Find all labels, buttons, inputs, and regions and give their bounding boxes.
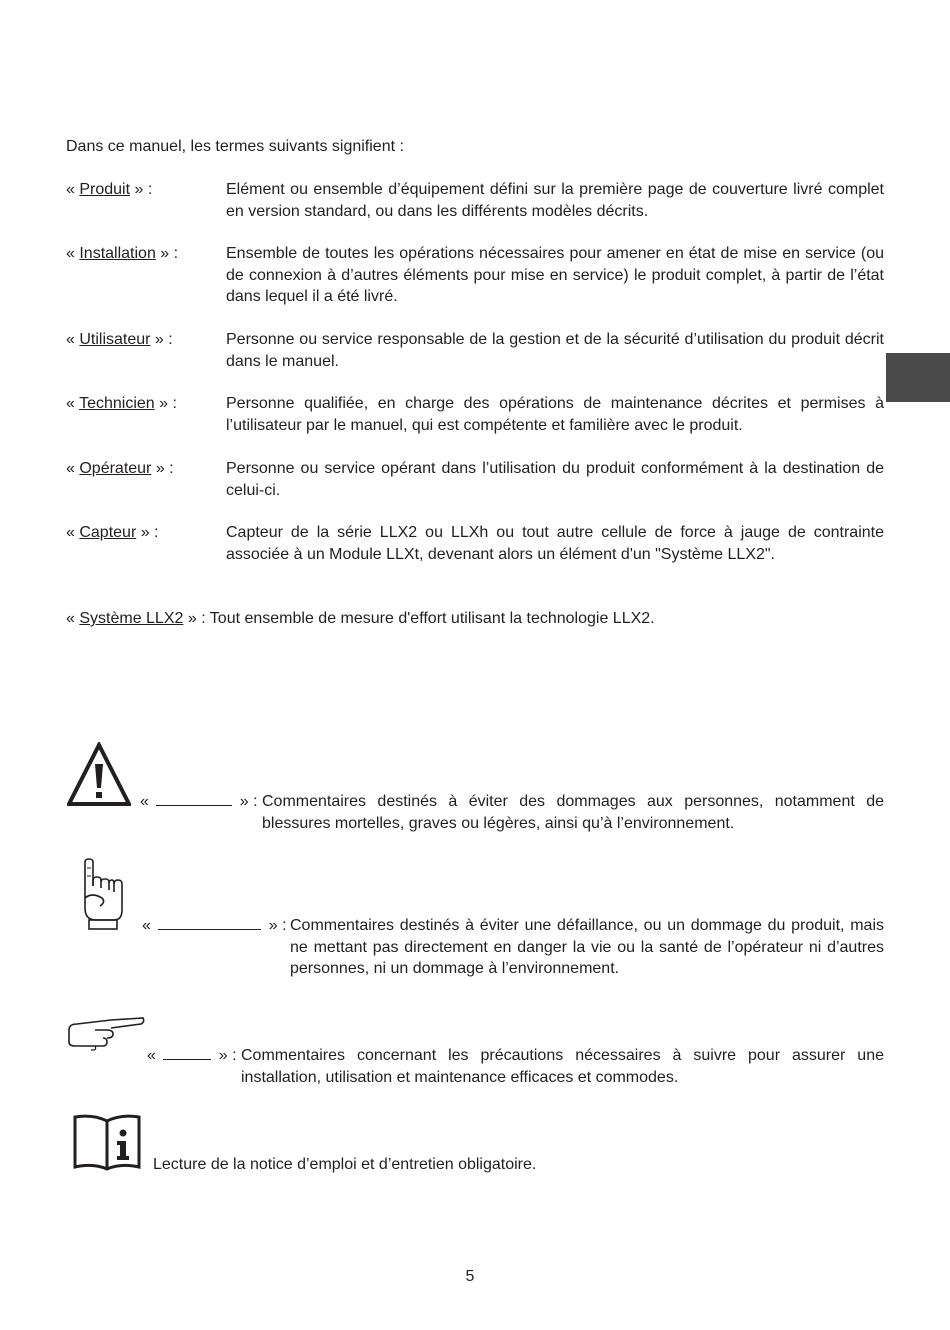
note-read-manual-text: Lecture de la notice d’emploi et d’entretien obligatoire.	[153, 1156, 537, 1173]
raised-finger-hand-icon	[82, 858, 126, 937]
definition-produit	[66, 179, 884, 222]
page-number: 5	[465, 1268, 475, 1285]
definition-description: Personne qualifiée, en charge des opérations de maintenance décrites et permises à l’utilisateur par le manuel, qui est compétente et familière avec le produit.	[226, 395, 884, 434]
definition-capteur	[66, 522, 884, 565]
definition-systeme-llx2: « Système LLX2 » : Tout ensemble de mesure d'effort utilisant la technologie LLX2.	[66, 610, 655, 627]
note-danger: « » : Commentaires destinés à éviter des dommages aux personnes, notamment de blessures mortelles, graves ou légères, ainsi qu’à l’environnement.	[140, 791, 884, 834]
definition-utilisateur	[66, 329, 884, 372]
definition-description: Personne ou service opérant dans l’utilisation du produit conformément à la destination de celui-ci.	[226, 460, 884, 499]
note-tip: « » : Commentaires concernant les précautions nécessaires à suivre pour assurer une installation, utilisation et maintenance efficaces et commodes.	[147, 1045, 884, 1088]
pointing-hand-icon	[67, 1016, 147, 1057]
chapter-tab-marker	[886, 353, 950, 402]
definition-term: « Technicien » :	[66, 395, 177, 412]
definition-description: Tout ensemble de mesure d'effort utilisant la technologie LLX2.	[209, 610, 655, 627]
definition-term: « Capteur » :	[66, 524, 159, 541]
definition-term: Système LLX2	[79, 610, 184, 627]
intro-text: Dans ce manuel, les termes suivants signifient :	[66, 138, 404, 155]
note-danger-text: Commentaires destinés à éviter des dommages aux personnes, notamment de blessures mortelles, graves ou légères, ainsi qu’à l’environnement.	[262, 793, 884, 832]
definition-description: Capteur de la série LLX2 ou LLXh ou tout autre cellule de force à jauge de contrainte associée à un Module LLXt, devenant alors un élément d'un "Système LLX2".	[226, 524, 884, 563]
definition-term: « Utilisateur » :	[66, 331, 173, 348]
book-info-icon	[71, 1113, 143, 1176]
definition-operateur	[66, 458, 884, 501]
definition-term: « Produit » :	[66, 181, 153, 198]
definition-description: Personne ou service responsable de la gestion et de la sécurité d’utilisation du produit décrit dans le manuel.	[226, 331, 884, 370]
definition-description: Ensemble de toutes les opérations nécessaires pour amener en état de mise en service (ou de connexion à d’autres éléments pour mise en service) le produit complet, à partir de l’état dans lequel il a été livré.	[226, 245, 884, 305]
note-caution-text: Commentaires destinés à éviter une défaillance, ou un dommage du produit, mais ne mettant pas directement en danger la vie ou la santé de l’opérateur ni d’autres personnes, ni un dommage à l’environnement.	[290, 917, 884, 977]
definition-installation	[66, 243, 884, 308]
definition-term: « Opérateur » :	[66, 460, 174, 477]
note-tip-text: Commentaires concernant les précautions nécessaires à suivre pour assurer une installation, utilisation et maintenance efficaces et commodes.	[241, 1047, 884, 1086]
definition-term: « Installation » :	[66, 245, 179, 262]
warning-triangle-icon	[67, 742, 131, 811]
definition-technicien	[66, 393, 884, 436]
note-caution: « » : Commentaires destinés à éviter une défaillance, ou un dommage du produit, mais ne mettant pas directement en danger la vie ou la santé de l’opérateur ni d’autres personnes, ni un dommage à l’environnement.	[142, 915, 884, 980]
definition-description: Elément ou ensemble d’équipement défini sur la première page de couverture livré complet en version standard, ou dans les différents modèles décrits.	[226, 181, 884, 220]
